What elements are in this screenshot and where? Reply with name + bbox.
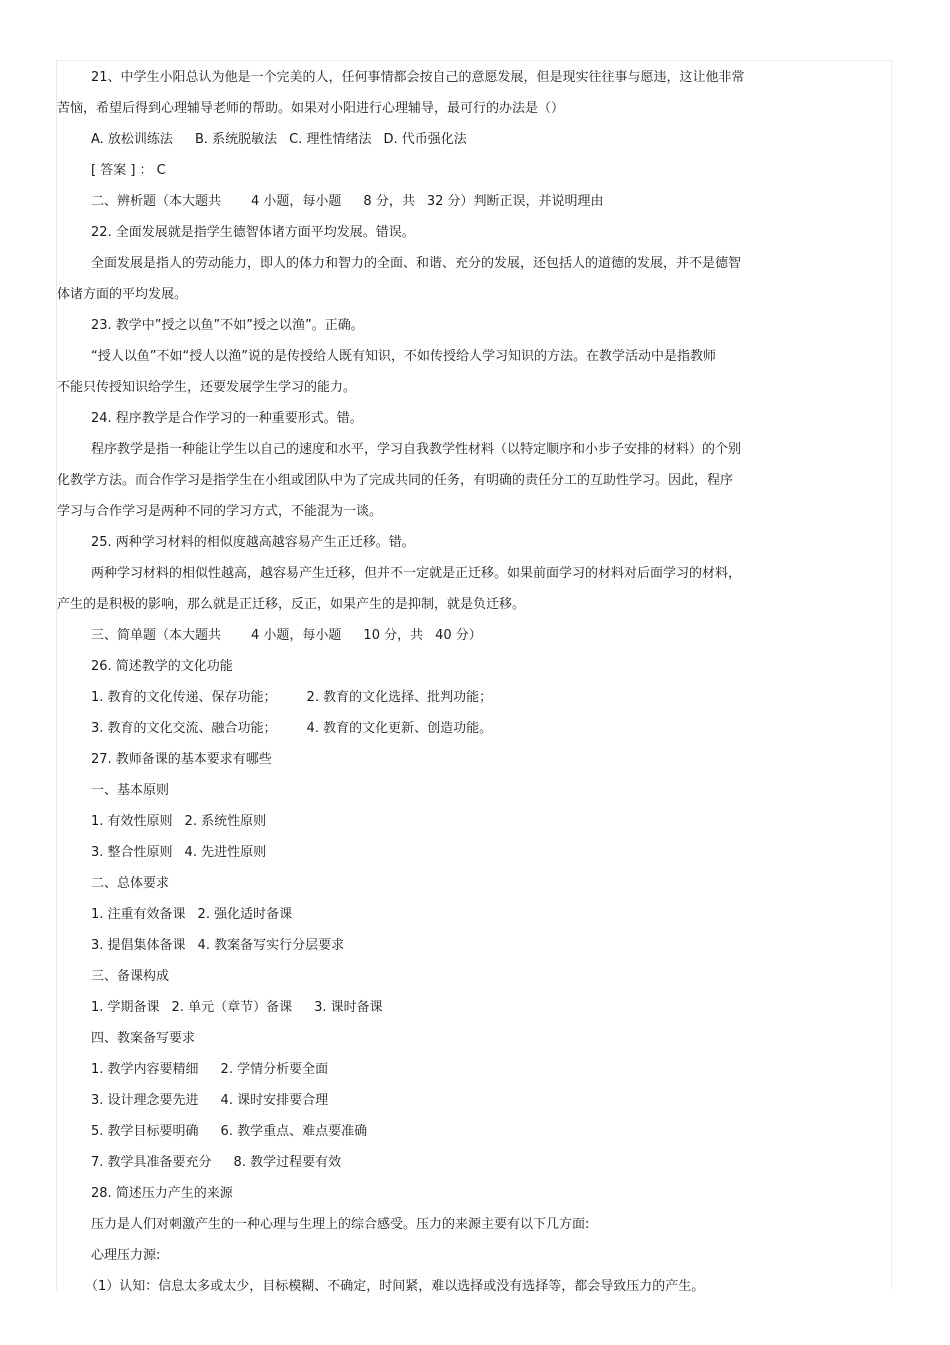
q27-section4-row2: [57, 1085, 802, 1116]
q24-statement: 24. 程序教学是合作学习的一种重要形式。错。: [91, 411, 363, 426]
q26-row1: [57, 682, 802, 713]
q27-section4-heading: 四、教案备写要求: [91, 1031, 196, 1046]
q27-s3-item1: 1. 学期备课: [91, 1000, 160, 1015]
q24-explanation-line1: 程序教学是指一种能让学生以自己的速度和水平，学习自我教学性材料（以特定顺序和小步子安排的材料）的个别: [91, 442, 742, 457]
q27-s4-item7: 7. 教学具准备要充分: [91, 1155, 212, 1170]
q27-s4-item6: 6. 教学重点、难点要准确: [220, 1124, 368, 1139]
q27-s4-item3: 3. 设计理念要先进: [91, 1093, 199, 1108]
q27-s4-item4: 4. 课时安排要合理: [220, 1093, 329, 1108]
q28-subheading: 心理压力源:: [91, 1248, 161, 1263]
q27-section4-row3: [57, 1116, 802, 1147]
q27-section1-row1: [57, 806, 802, 837]
q21-option-b: B. 系统脱敏法: [194, 132, 278, 147]
q27-s4-item5: 5. 教学目标要明确: [91, 1124, 199, 1139]
section2-heading: [57, 186, 802, 217]
q26-item1: 1. 教育的文化传递、保存功能；: [91, 690, 277, 705]
q21-line1: 21、中学生小阳总认为他是一个完美的人，任何事情都会按自己的意愿发展，但是现实往往事与愿违，这让他非常: [91, 70, 745, 85]
q22-explanation-line1: 全面发展是指人的劳动能力，即人的体力和智力的全面、和谐、充分的发展，还包括人的道德的发展，并不是德智: [91, 256, 742, 271]
q27-title: 27. 教师备课的基本要求有哪些: [91, 752, 272, 767]
document-content: [57, 61, 802, 1302]
q22-explanation-line2: 体诸方面的平均发展。: [57, 287, 188, 302]
q26-row2: [57, 713, 802, 744]
document-page: [56, 60, 892, 1294]
q27-s4-item8: 8. 教学过程要有效: [233, 1155, 342, 1170]
section3-heading-part1: 三、简单题（本大题共: [91, 628, 222, 643]
q27-s2-item4: 4. 教案备写实行分层要求: [197, 938, 345, 953]
section3-heading: [57, 620, 802, 651]
q28-title: 28. 简述压力产生的来源: [91, 1186, 233, 1201]
q23-statement: 23. 教学中”授之以鱼”不如”授之以渔”。正确。: [91, 318, 364, 333]
q27-s2-item1: 1. 注重有效备课: [91, 907, 186, 922]
q27-section3-row: [57, 992, 802, 1023]
section3-heading-part3: 10 分，共: [363, 628, 424, 643]
q27-s1-item2: 2. 系统性原则: [184, 814, 267, 829]
q26-item4: 4. 教育的文化更新、创造功能。: [306, 721, 493, 736]
section3-heading-part2: 4 小题，每小题: [251, 628, 342, 643]
q25-statement: 25. 两种学习材料的相似度越高越容易产生正迁移。错。: [91, 535, 415, 550]
q21-answer: [ 答案 ] ： C: [91, 163, 166, 178]
q24-explanation-line3: 学习与合作学习是两种不同的学习方式，不能混为一谈。: [57, 504, 383, 519]
q25-explanation-line1: 两种学习材料的相似性越高，越容易产生迁移，但并不一定就是正迁移。如果前面学习的材料对后面学习的材料，: [91, 566, 742, 581]
q27-s2-item2: 2. 强化适时备课: [197, 907, 293, 922]
q24-explanation-line2: 化教学方法。而合作学习是指学生在小组或团队中为了完成共同的任务，有明确的责任分工的互助性学习。因此，程序: [57, 473, 734, 488]
q27-section2-row1: [57, 899, 802, 930]
q27-s3-item3: 3. 课时备课: [314, 1000, 383, 1015]
q21-options: [57, 124, 802, 155]
q26-item3: 3. 教育的文化交流、融合功能；: [91, 721, 277, 736]
q28-point1: （1）认知：信息太多或太少，目标模糊、不确定，时间紧，难以选择或没有选择等，都会导致压力的产生。: [85, 1279, 705, 1294]
q27-section2-row2: [57, 930, 802, 961]
q26-item2: 2. 教育的文化选择、批判功能；: [306, 690, 493, 705]
q22-statement: 22. 全面发展就是指学生德智体诸方面平均发展。错误。: [91, 225, 415, 240]
section2-heading-part3: 8 分，共: [363, 194, 415, 209]
q27-section2-heading: 二、总体要求: [91, 876, 170, 891]
q27-section4-row4: [57, 1147, 802, 1178]
q25-explanation-line2: 产生的是积极的影响，那么就是正迁移，反正，如果产生的是抑制，就是负迁移。: [57, 597, 526, 612]
q27-section3-heading: 三、备课构成: [91, 969, 170, 984]
q27-s1-item1: 1. 有效性原则: [91, 814, 173, 829]
section2-heading-part4: 32 分）判断正误，并说明理由: [426, 194, 604, 209]
q27-section1-heading: 一、基本原则: [91, 783, 170, 798]
q27-s4-item2: 2. 学情分析要全面: [220, 1062, 329, 1077]
q27-section4-row1: [57, 1054, 802, 1085]
q23-explanation-line2: 不能只传授知识给学生，还要发展学生学习的能力。: [57, 380, 357, 395]
q23-explanation-line1: “授人以鱼”不如“授人以渔”说的是传授给人既有知识，不如传授给人学习知识的方法。在教学活动中是指教师: [91, 349, 716, 364]
section2-heading-part2: 4 小题，每小题: [251, 194, 342, 209]
section2-heading-part1: 二、辨析题（本大题共: [91, 194, 222, 209]
q27-s4-item1: 1. 教学内容要精细: [91, 1062, 199, 1077]
q27-s1-item4: 4. 先进性原则: [184, 845, 267, 860]
q21-option-a: A. 放松训练法: [91, 132, 173, 147]
q27-section1-row2: [57, 837, 802, 868]
q27-s2-item3: 3. 提倡集体备课: [91, 938, 186, 953]
q27-s1-item3: 3. 整合性原则: [91, 845, 173, 860]
q27-s3-item2: 2. 单元（章节）备课: [171, 1000, 293, 1015]
q26-title: 26. 简述教学的文化功能: [91, 659, 233, 674]
q28-intro: 压力是人们对刺激产生的一种心理与生理上的综合感受。压力的来源主要有以下几方面:: [91, 1217, 590, 1232]
section3-heading-part4: 40 分）: [435, 628, 482, 643]
q21-option-d: D. 代币强化法: [383, 132, 467, 147]
q21-line2: 苦恼，希望后得到心理辅导老师的帮助。如果对小阳进行心理辅导，最可行的办法是（）: [57, 101, 565, 116]
q21-option-c: C. 理性情绪法: [289, 132, 372, 147]
